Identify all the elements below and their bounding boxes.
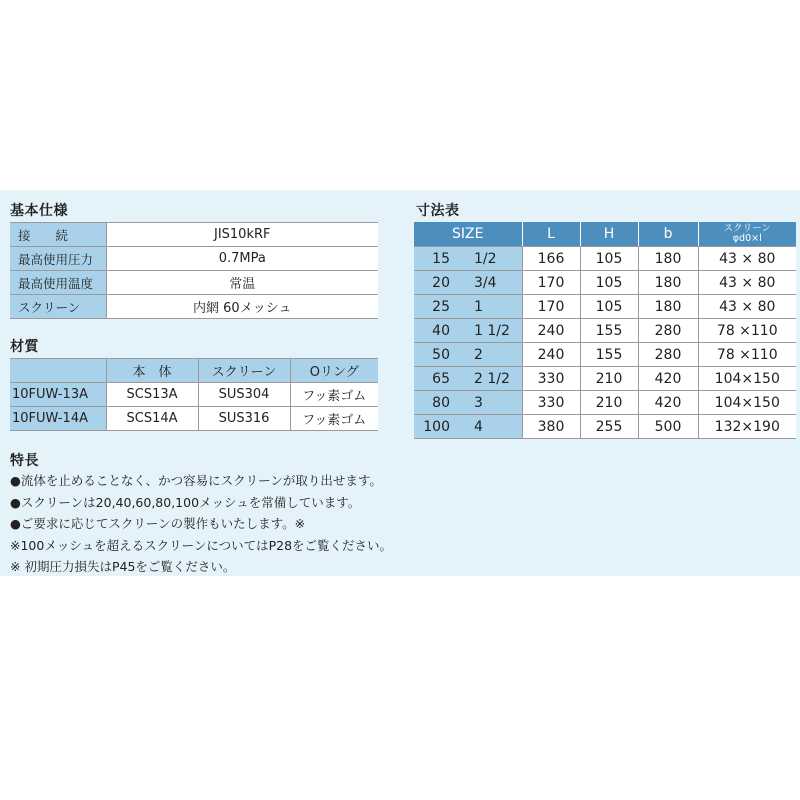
dimensions-row	[414, 295, 796, 319]
dim-L: 170	[522, 271, 580, 295]
size-inch: 2	[458, 343, 522, 367]
dim-L: 380	[522, 415, 580, 439]
spec-row	[10, 271, 378, 295]
spec-label: 最高使用圧力	[10, 247, 106, 271]
feature-line: ●スクリーンは20,40,60,80,100メッシュを常備しています。	[10, 494, 361, 510]
features-list	[10, 470, 392, 578]
dim-L: 330	[522, 391, 580, 415]
dim-H: 105	[580, 247, 638, 271]
spec-value: 常温	[106, 271, 378, 295]
dim-b: 180	[638, 271, 698, 295]
material-row	[10, 383, 378, 407]
header-H: H	[580, 222, 638, 247]
dim-L: 166	[522, 247, 580, 271]
size-inch: 1 1/2	[458, 319, 522, 343]
dim-H: 155	[580, 343, 638, 367]
spec-table	[10, 222, 378, 319]
header-screen-line2: φd0×l	[732, 233, 762, 244]
material-screen: SUS316	[198, 407, 290, 431]
size-mm: 40	[414, 319, 458, 343]
spec-label: 接 続	[10, 223, 106, 247]
size-inch: 2 1/2	[458, 367, 522, 391]
dim-b: 500	[638, 415, 698, 439]
spec-row	[10, 295, 378, 319]
dim-screen: 43 × 80	[698, 271, 796, 295]
material-header-blank	[10, 359, 106, 383]
spec-title: 基本仕様	[10, 203, 68, 219]
header-screen	[698, 222, 796, 247]
size-mm: 100	[414, 415, 458, 439]
size-mm: 15	[414, 247, 458, 271]
dim-screen: 78 ×110	[698, 343, 796, 367]
material-screen: SUS304	[198, 383, 290, 407]
dim-screen: 104×150	[698, 367, 796, 391]
header-screen-line1: スクリーン	[723, 223, 771, 234]
material-model: 10FUW-14A	[10, 407, 106, 431]
dim-b: 180	[638, 247, 698, 271]
material-oring: フッ素ゴム	[290, 383, 378, 407]
spec-value: 内網 60メッシュ	[106, 295, 378, 319]
material-row	[10, 407, 378, 431]
dim-b: 420	[638, 391, 698, 415]
spec-row	[10, 247, 378, 271]
spec-label: 最高使用温度	[10, 271, 106, 295]
dim-H: 105	[580, 271, 638, 295]
size-inch: 3	[458, 391, 522, 415]
dimensions-row	[414, 319, 796, 343]
dimensions-row	[414, 391, 796, 415]
material-title: 材質	[10, 339, 39, 355]
material-header-row	[10, 359, 378, 383]
dim-H: 155	[580, 319, 638, 343]
dim-L: 240	[522, 319, 580, 343]
dim-screen: 43 × 80	[698, 295, 796, 319]
dim-screen: 43 × 80	[698, 247, 796, 271]
material-model: 10FUW-13A	[10, 383, 106, 407]
material-body: SCS14A	[106, 407, 198, 431]
dim-H: 210	[580, 391, 638, 415]
dimensions-header-row	[414, 222, 796, 247]
header-b: b	[638, 222, 698, 247]
header-size: SIZE	[414, 222, 522, 247]
features-title: 特長	[10, 453, 39, 469]
dim-screen: 132×190	[698, 415, 796, 439]
spec-label: スクリーン	[10, 295, 106, 319]
size-inch: 1/2	[458, 247, 522, 271]
size-mm: 50	[414, 343, 458, 367]
feature-note: ※100メッシュを超えるスクリーンについてはP28をご覧ください。	[10, 537, 393, 553]
material-header-screen: スクリーン	[198, 359, 290, 383]
size-inch: 1	[458, 295, 522, 319]
header-L: L	[522, 222, 580, 247]
size-mm: 65	[414, 367, 458, 391]
size-inch: 4	[458, 415, 522, 439]
size-mm: 25	[414, 295, 458, 319]
dim-screen: 78 ×110	[698, 319, 796, 343]
dim-b: 180	[638, 295, 698, 319]
feature-note: ※ 初期圧力損失はP45をご覧ください。	[10, 559, 236, 574]
dimensions-row	[414, 247, 796, 271]
dimensions-table	[414, 222, 796, 439]
material-header-body: 本 体	[106, 359, 198, 383]
dimensions-title: 寸法表	[416, 203, 460, 219]
material-header-oring: Oリング	[290, 359, 378, 383]
dim-H: 255	[580, 415, 638, 439]
dim-b: 280	[638, 343, 698, 367]
dim-screen: 104×150	[698, 391, 796, 415]
feature-line: ●流体を止めることなく、かつ容易にスクリーンが取り出せます。	[10, 473, 382, 488]
dimensions-row	[414, 343, 796, 367]
dimensions-row	[414, 367, 796, 391]
spec-row	[10, 223, 378, 247]
dim-L: 170	[522, 295, 580, 319]
size-inch: 3/4	[458, 271, 522, 295]
material-oring: フッ素ゴム	[290, 407, 378, 431]
feature-line: ●ご要求に応じてスクリーンの製作もいたします。※	[10, 516, 306, 531]
size-mm: 20	[414, 271, 458, 295]
dimensions-row	[414, 271, 796, 295]
dimensions-row	[414, 415, 796, 439]
dim-b: 280	[638, 319, 698, 343]
dim-L: 330	[522, 367, 580, 391]
dim-b: 420	[638, 367, 698, 391]
dim-L: 240	[522, 343, 580, 367]
spec-value: JIS10kRF	[106, 223, 378, 247]
material-table	[10, 358, 378, 431]
spec-value: 0.7MPa	[106, 247, 378, 271]
dim-H: 210	[580, 367, 638, 391]
material-body: SCS13A	[106, 383, 198, 407]
size-mm: 80	[414, 391, 458, 415]
dim-H: 105	[580, 295, 638, 319]
